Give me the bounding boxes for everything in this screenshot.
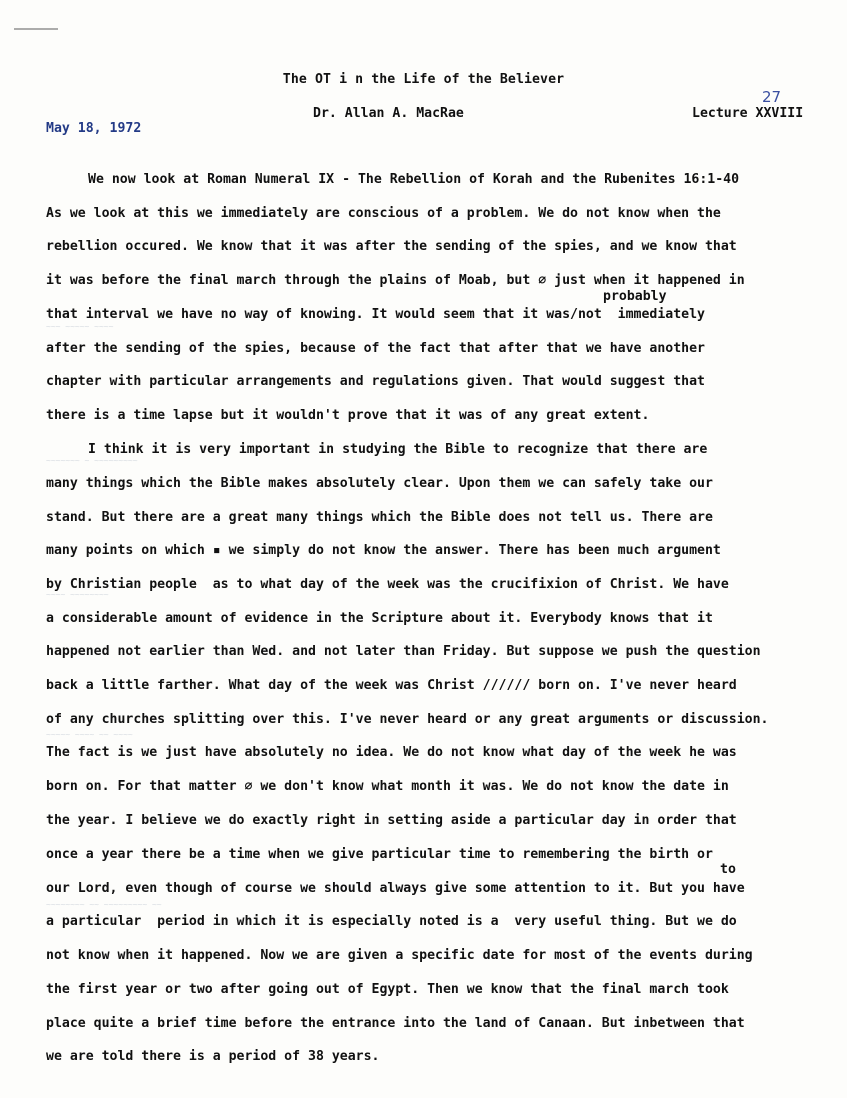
body-line: once a year there be a time when we give particular time to remembering the birth or [46, 847, 713, 862]
body-line: chapter with particular arrangements and regulations given. That would suggest that [46, 374, 705, 389]
bleed-through-text: ~~~~ ~~~~~~~~ [46, 590, 109, 599]
body-line: We now look at Roman Numeral IX - The Rebellion of Korah and the Rubenites 16:1-40 [88, 172, 740, 187]
body-line: stand. But there are a great many things which the Bible does not tell us. There are [46, 510, 713, 525]
bleed-through-text: ~~~~~~~ ~ ~~~~~~~~~ [46, 456, 138, 465]
body-line: many points on which ▪ we simply do not know the answer. There has been much argument [46, 543, 721, 558]
body-line: many things which the Bible makes absolutely clear. Upon them we can safely take our [46, 476, 713, 491]
body-line: not know when it happened. Now we are given a specific date for most of the events during [46, 948, 753, 963]
body-line: after the sending of the spies, because of the fact that after that we have another [46, 341, 705, 356]
body-line: our Lord, even though of course we should always give some attention to it. But you have [46, 881, 745, 896]
inserted-word: to [720, 862, 736, 877]
body-line: The fact is we just have absolutely no idea. We do not know what day of the week he was [46, 745, 737, 760]
bleed-through-text: ~~~~~~~~ ~~ ~~~~~~~~~ ~~ [46, 900, 162, 909]
body-line: there is a time lapse but it wouldn't prove that it was of any great extent. [46, 408, 650, 423]
body-line: born on. For that matter ∅ we don't know what month it was. We do not know the date in [46, 779, 729, 794]
body-line: it was before the final march through the plains of Moab, but ∅ just when it happened in [46, 273, 745, 288]
body-line: the first year or two after going out of Egypt. Then we know that the final march took [46, 982, 729, 997]
body-line: happened not earlier than Wed. and not later than Friday. But suppose we push the question [46, 644, 761, 659]
bleed-through-text: ~~~~~ ~~~~ ~~ ~~~~ [46, 730, 133, 739]
body-line: rebellion occured. We know that it was after the sending of the spies, and we know that [46, 239, 737, 254]
body-line: the year. I believe we do exactly right in setting aside a particular day in order that [46, 813, 737, 828]
body-line: As we look at this we immediately are conscious of a problem. We do not know when the [46, 206, 721, 221]
inserted-word: probably [603, 289, 667, 304]
body-line: a considerable amount of evidence in the Scripture about it. Everybody knows that it [46, 611, 713, 626]
body-line: place quite a brief time before the entrance into the land of Canaan. But inbetween that [46, 1016, 745, 1031]
lecture-label: Lecture XXVIII [692, 106, 804, 121]
stray-pen-mark [14, 28, 58, 30]
body-line: of any churches splitting over this. I've never heard or any great arguments or discussion. [46, 712, 769, 727]
body-line: that interval we have no way of knowing. It would seem that it was/not immediately [46, 307, 705, 322]
lecture-title: The OT i n the Life of the Believer [282, 72, 565, 87]
bleed-through-text: ~~~ ~~~~~ ~~~~ [46, 322, 114, 331]
author-name: Dr. Allan A. MacRae [313, 106, 464, 121]
body-line: a particular period in which it is especially noted is a very useful thing. But we do [46, 914, 737, 929]
body-line: we are told there is a period of 38 years. [46, 1049, 380, 1064]
body-line: back a little farther. What day of the week was Christ ////// born on. I've never heard [46, 678, 737, 693]
lecture-date: May 18, 1972 [46, 121, 142, 136]
body-line: by Christian people as to what day of the week was the crucifixion of Christ. We have [46, 577, 729, 592]
body-line: I think it is very important in studying the Bible to recognize that there are [88, 442, 708, 457]
handwritten-lecture-number: 27 [762, 88, 782, 106]
